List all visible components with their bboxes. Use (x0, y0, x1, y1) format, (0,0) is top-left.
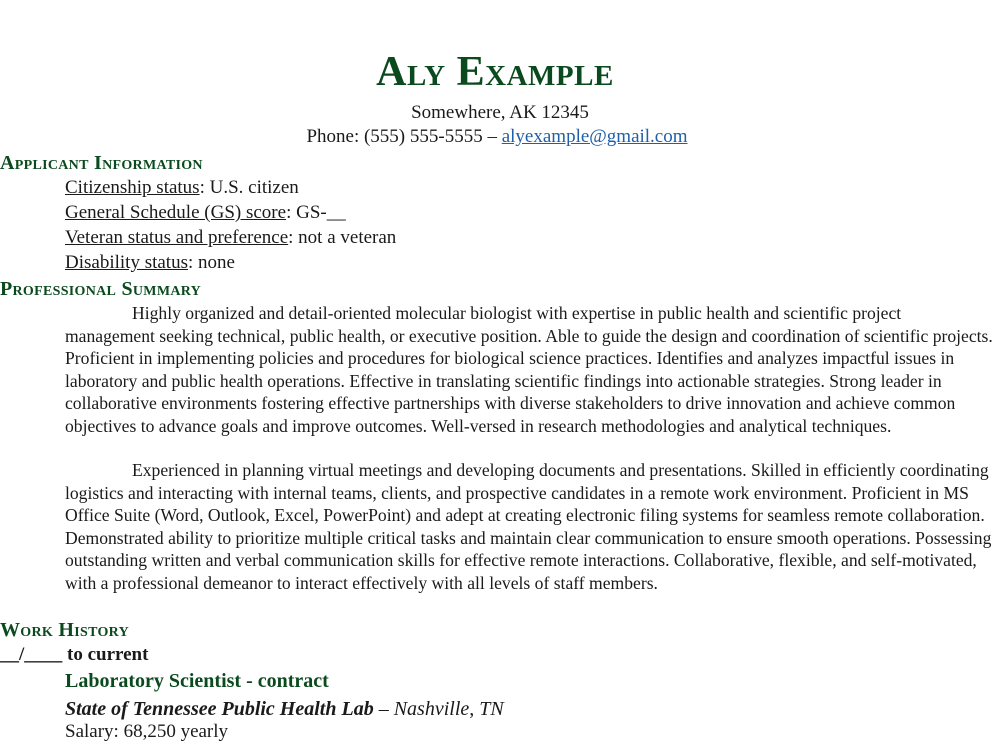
info-gs-score (65, 200, 346, 225)
phone-text: Phone: (555) 555-5555 – (306, 126, 502, 147)
info-label: Citizenship status (65, 177, 200, 198)
info-citizenship (65, 175, 299, 200)
info-label: Veteran status and preference (65, 227, 289, 248)
applicant-information-heading: Applicant Information (0, 152, 203, 174)
summary-paragraph-2: Experienced in planning virtual meetings and developing documents and presentations. Skilled in efficiently coordinating logistics and interacting with internal teams, clients, and prospective candidates in a remote work environment. Proficient in MS Office Suite (Word, Outlook, Excel, PowerPoint) and adept at creating electronic filing systems for seamless remote collaboration. Demonstrated ability to prioritize multiple critical tasks and maintain clear communication to ensure smooth operations. Possessing outstanding written and verbal communication skills for effective remote interactions. Collaborative, flexible, and self-motivated, with a professional demeanor to interact effectively with all levels of staff members. (65, 460, 992, 593)
email-link[interactable]: alyexample@gmail.com (501, 126, 688, 147)
employer-location: – Nashville, TN (373, 698, 504, 720)
info-value: : GS-__ (286, 202, 346, 223)
contact-line (0, 125, 994, 149)
work-date-range: __/____ to current (0, 644, 149, 665)
info-veteran-status (65, 225, 396, 250)
info-value: : none (187, 252, 235, 273)
info-value: : U.S. citizen (199, 177, 299, 198)
applicant-name: Aly Example (376, 49, 614, 95)
salary-line: Salary: 68,250 yearly (65, 721, 229, 742)
info-disability-status (65, 250, 235, 275)
employer-line (65, 696, 504, 722)
info-value: : not a veteran (288, 227, 397, 248)
info-label: General Schedule (GS) score (65, 202, 287, 223)
summary-paragraph-1: Highly organized and detail-oriented molecular biologist with expertise in public health and scientific project management seeking technical, public health, or executive position. Able to guide the design and coordination of scientific projects. Proficient in implementing policies and procedures for biological science practices. Identifies and analyzes impactful issues in laboratory and public health operations. Effective in translating scientific findings into actionable strategies. Strong leader in collaborative environments fostering effective partnerships with diverse stakeholders to drive innovation and achieve common objectives to advance goals and improve outcomes. Well-versed in research methodologies and analytical techniques. (65, 303, 993, 436)
address-line: Somewhere, AK 12345 (411, 102, 589, 123)
professional-summary-heading: Professional Summary (0, 278, 202, 300)
employer-name: State of Tennessee Public Health Lab (65, 698, 374, 720)
work-history-heading: Work History (0, 619, 129, 641)
info-label: Disability status (65, 252, 188, 273)
job-title: Laboratory Scientist - contract (65, 670, 329, 692)
